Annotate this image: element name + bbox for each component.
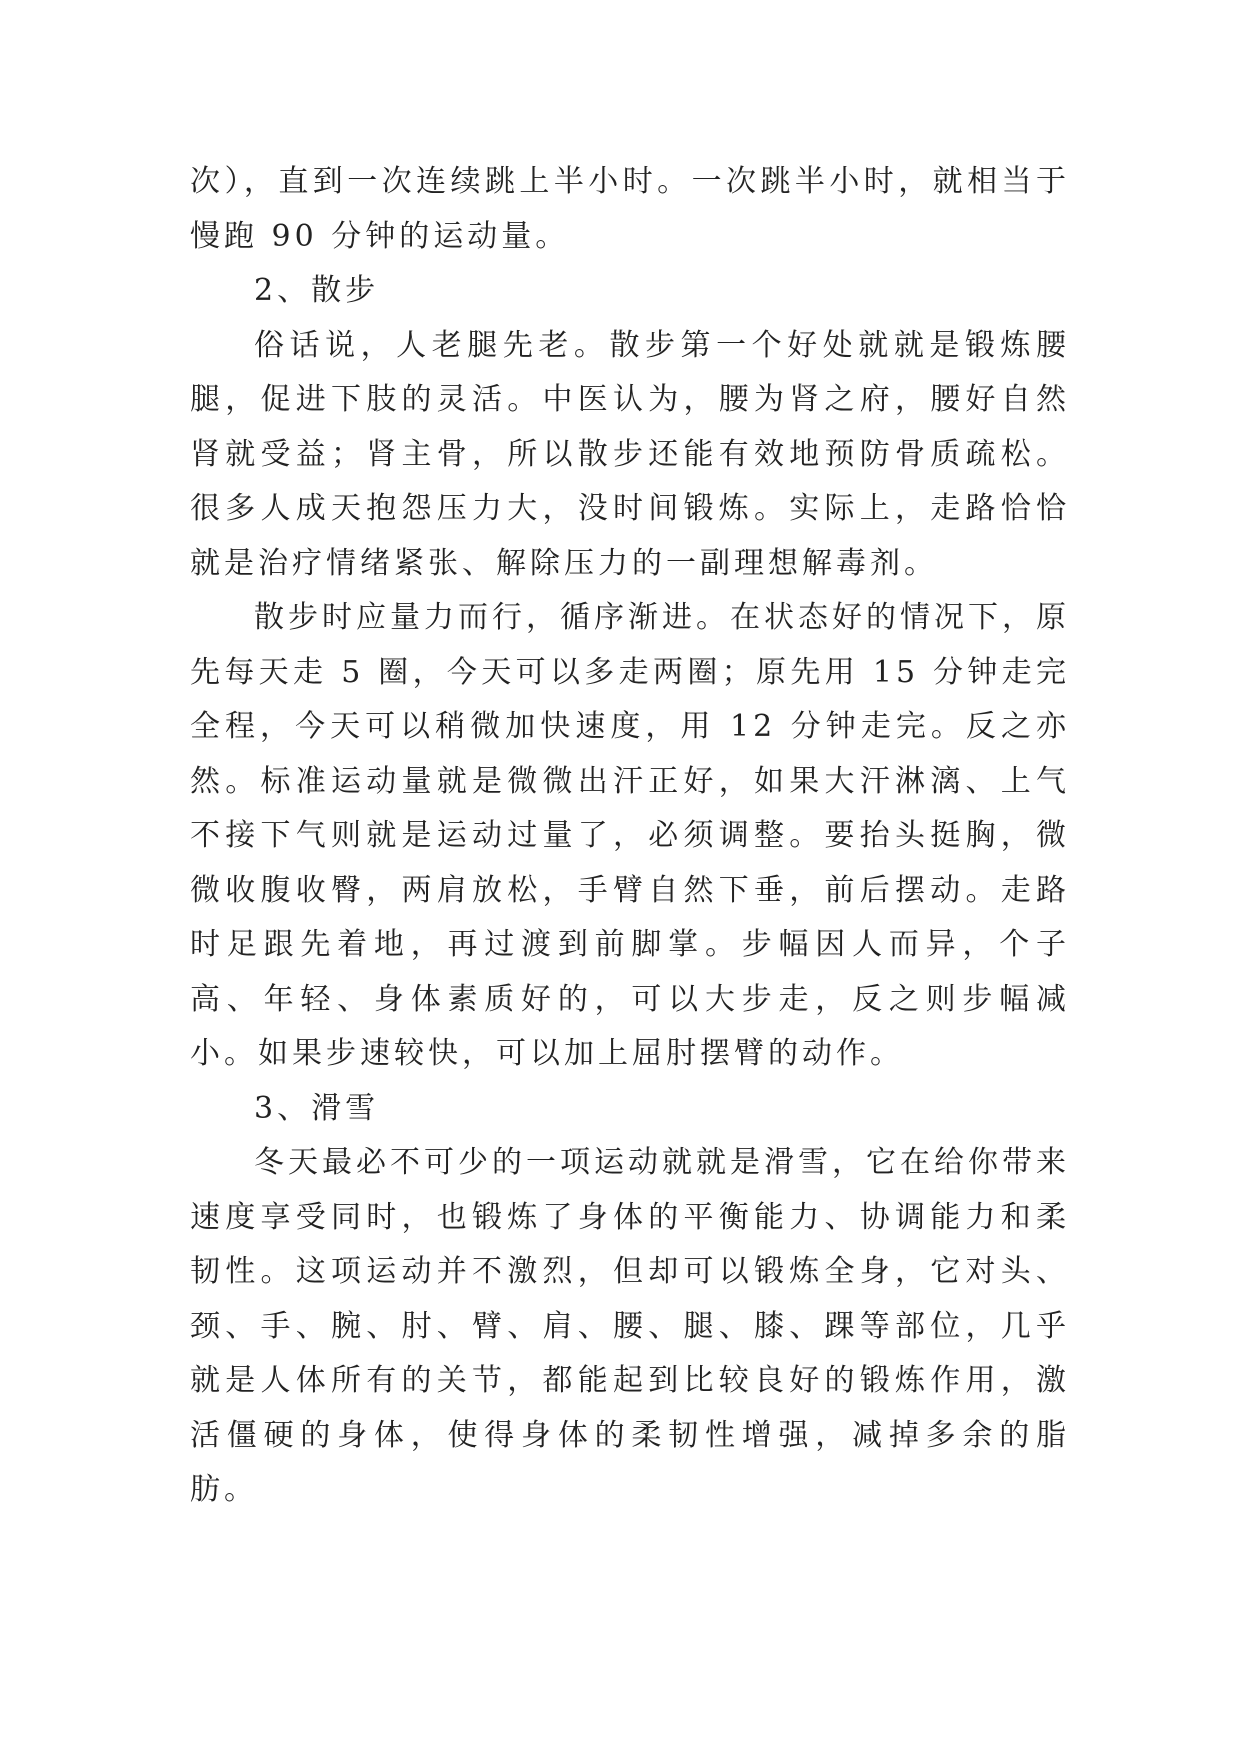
paragraph-continuation: 次），直到一次连续跳上半小时。一次跳半小时，就相当于慢跑 90 分钟的运动量。	[190, 164, 1070, 254]
section-heading-skiing: 3、滑雪	[254, 1090, 380, 1126]
paragraph-skiing-benefits: 冬天最必不可少的一项运动就就是滑雪，它在给你带来速度享受同时，也锻炼了身体的平衡能力、协调能力和柔韧性。这项运动并不激烈，但却可以锻炼全身，它对头、颈、手、腕、肘、臂、肩、腰、腿、膝、踝等部位，几乎就是人体所有的关节，都能起到比较良好的锻炼作用，激活僵硬的身体，使得身体的柔韧性增强，减掉多余的脂肪。	[190, 1145, 1070, 1507]
paragraph-walking-benefits: 俗话说，人老腿先老。散步第一个好处就就是锻炼腰腿，促进下肢的灵活。中医认为，腰为肾之府，腰好自然肾就受益；肾主骨，所以散步还能有效地预防骨质疏松。很多人成天抱怨压力大，没时间锻炼。实际上，走路恰恰就是治疗情绪紧张、解除压力的一副理想解毒剂。	[190, 327, 1070, 581]
paragraph-walking-method: 散步时应量力而行，循序渐进。在状态好的情况下，原先每天走 5 圈，今天可以多走两圈；原先用 15 分钟走完全程，今天可以稍微加快速度，用 12 分钟走完。反之亦然。标准运动量就是微微出汗正好，如果大汗淋漓、上气不接下气则就是运动过量了，必须调整。要抬头挺胸，微微收腹收臀，两肩放松，手臂自然下垂，前后摆动。走路时足跟先着地，再过渡到前脚掌。步幅因人而异，个子高、年轻、身体素质好的，可以大步走，反之则步幅减小。如果步速较快，可以加上屈肘摆臂的动作。	[190, 600, 1070, 1071]
document-page	[190, 155, 1070, 1518]
section-heading-walking: 2、散步	[254, 273, 380, 308]
